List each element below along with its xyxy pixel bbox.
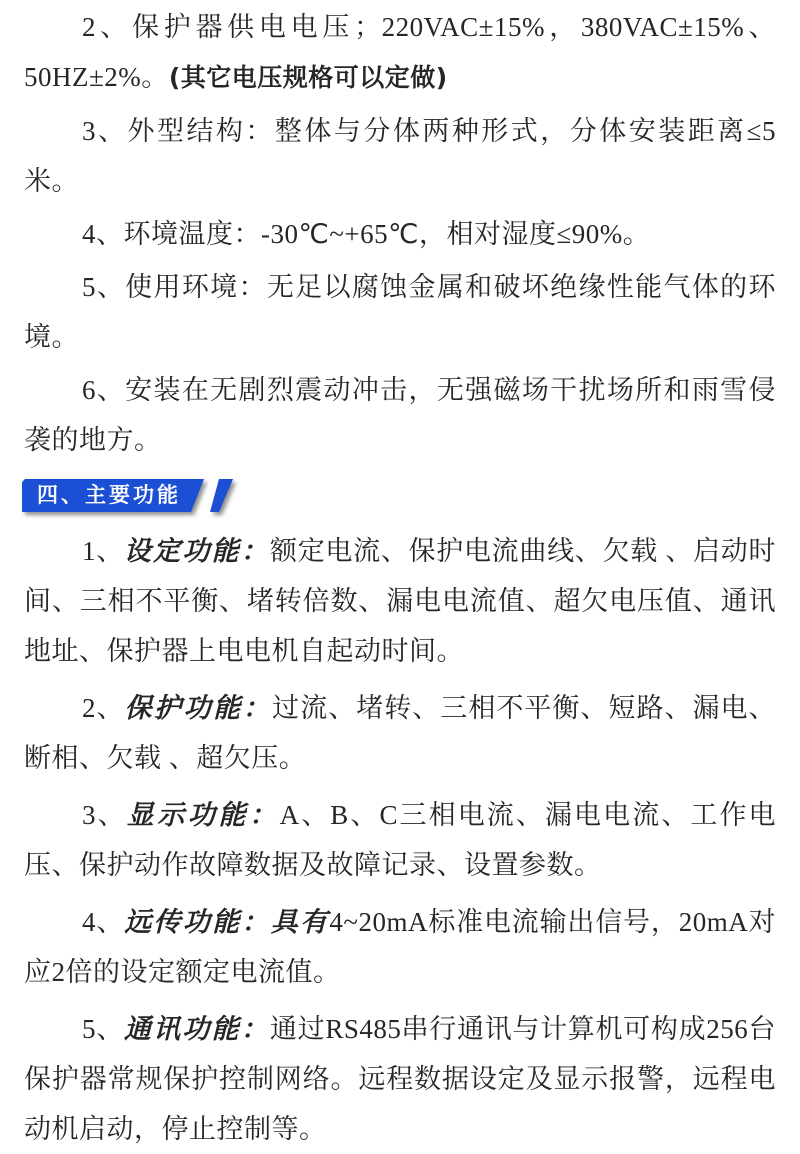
function-number: 1、	[82, 536, 124, 566]
function-lead: 具有	[270, 907, 330, 937]
function-label: 远传功能	[124, 907, 242, 937]
specs-section	[24, 2, 776, 465]
function-colon: ：	[249, 800, 280, 830]
spec-text: 4、环境温度：-30℃~+65℃，相对湿度≤90%。	[82, 219, 651, 249]
spec-text: 3、外型结构：整体与分体两种形式，分体安装距离≤5米。	[24, 116, 776, 196]
function-paragraph	[24, 897, 776, 997]
function-label: 保护功能	[124, 693, 243, 723]
spec-paragraph	[24, 262, 776, 362]
function-text: 4~20mA标准电流输出信号，20mA对应2倍的设定额定电流值。	[24, 907, 777, 987]
section-title: 四、主要功能	[37, 484, 181, 507]
function-number: 3、	[82, 800, 127, 830]
spec-paragraph	[24, 365, 776, 465]
spec-text: 2、保护器供电电压；220VAC±15%，380VAC±15%、50HZ±2%。	[24, 12, 776, 92]
function-colon: ：	[240, 1014, 270, 1044]
section-banner	[22, 479, 776, 513]
function-number: 4、	[82, 907, 125, 937]
function-number: 5、	[82, 1014, 124, 1044]
function-colon: ：	[242, 693, 273, 723]
spec-paragraph	[24, 209, 776, 259]
functions-section	[24, 526, 776, 1154]
function-text: 通过RS485串行通讯与计算机可构成256台保护器常规保护控制网络。远程数据设定及显示报警，远程电动机启动，停止控制等。	[24, 1014, 776, 1144]
function-paragraph	[24, 683, 776, 783]
spec-text: 5、使用环境：无足以腐蚀金属和破坏绝缘性能气体的环境。	[24, 272, 776, 352]
function-text: 过流、堵转、三相不平衡、短路、漏电、断相、欠载 、超欠压。	[24, 693, 777, 773]
spec-note: (其它电压规格可以定做)	[168, 63, 448, 92]
spec-paragraph	[24, 106, 776, 206]
function-text: 额定电流、保护电流曲线、欠载 、启动时间、三相不平衡、堵转倍数、漏电电流值、超欠电压值、通讯地址、保护器上电电机自起动时间。	[24, 536, 777, 666]
spec-paragraph	[24, 2, 776, 103]
function-text: A、B、C三相电流、漏电电流、工作电压、保护动作故障数据及故障记录、设置参数。	[24, 800, 777, 880]
function-paragraph	[24, 1004, 776, 1154]
function-colon: ：	[240, 536, 270, 566]
function-label: 显示功能	[126, 800, 250, 830]
function-number: 2、	[82, 693, 125, 723]
function-label: 通讯功能	[123, 1014, 241, 1044]
function-paragraph	[24, 526, 776, 676]
function-colon: ：	[241, 907, 271, 937]
function-label: 设定功能	[123, 536, 241, 566]
function-paragraph	[24, 790, 776, 890]
spec-text: 6、安装在无剧烈震动冲击，无强磁场干扰场所和雨雪侵袭的地方。	[24, 375, 776, 455]
